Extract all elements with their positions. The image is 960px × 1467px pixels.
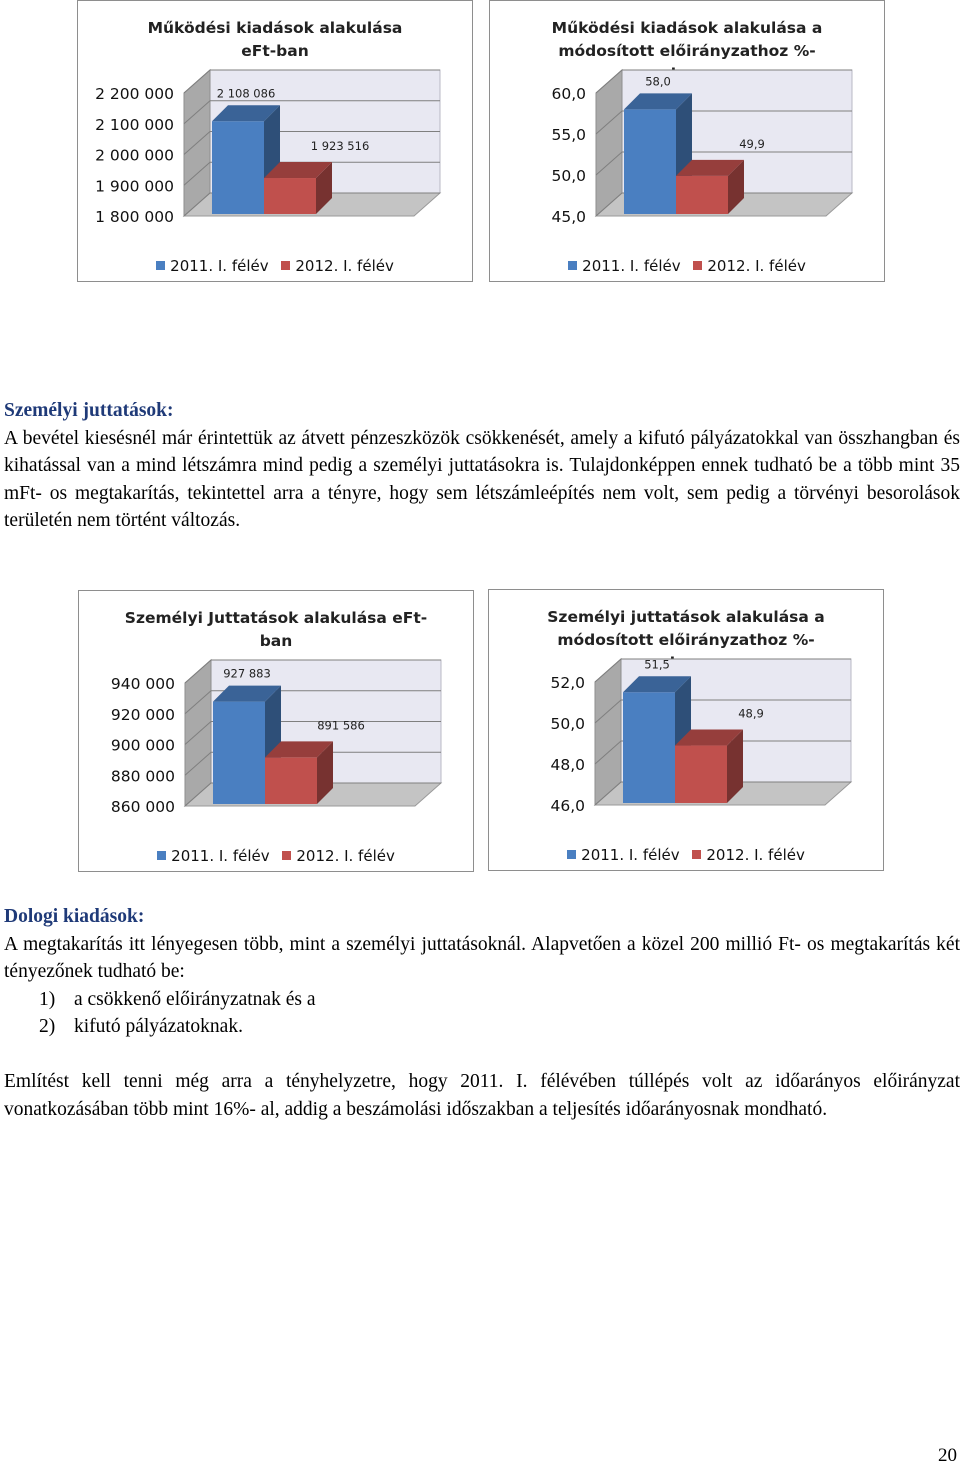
- chart-legend: [79, 847, 473, 865]
- side-wall: [595, 659, 621, 805]
- legend-item: [568, 257, 680, 275]
- y-tick-label: 2 000 000: [95, 146, 174, 165]
- chart-personal-benefits-pct: [488, 589, 884, 871]
- y-tick-label: 55,0: [551, 126, 586, 144]
- legend-item: [567, 846, 679, 864]
- section-personal-benefits: [4, 397, 960, 535]
- chart-plot: [79, 591, 475, 873]
- data-label: 1 923 516: [310, 139, 370, 154]
- data-label: 891 586: [317, 718, 365, 733]
- legend-label: 2011. I. félév: [170, 257, 269, 275]
- data-label: 2 108 086: [216, 86, 276, 101]
- legend-label: 2011. I. félév: [171, 847, 270, 865]
- list-number: 1): [39, 988, 56, 1010]
- legend-item: [692, 846, 804, 864]
- data-label: 51,5: [644, 657, 670, 672]
- section-paragraph-2: Említést kell tenni még arra a tényhelyzetre, hogy 2011. I. félévében túllépés volt az időarányos előirányzat vonatkozásában több mint 16%- al, addig a beszámolási időszakban a teljesítés időarányosnak mondható.: [4, 1071, 960, 1120]
- list-text: a csökkenő előirányzatnak és a: [74, 988, 316, 1010]
- data-label: 58,0: [645, 74, 671, 89]
- chart-plot: [489, 590, 885, 872]
- data-label: 49,9: [739, 136, 765, 151]
- y-tick-label: 1 800 000: [95, 208, 174, 226]
- y-tick-label: 48,0: [550, 756, 585, 774]
- chart-personal-benefits-eft: [78, 590, 474, 872]
- bar-front: [212, 121, 264, 214]
- legend-label: 2012. I. félév: [296, 847, 395, 865]
- bar-front: [675, 746, 727, 803]
- chart-legend: [490, 257, 884, 275]
- y-tick-label: 920 000: [110, 705, 175, 724]
- chart-title: Működési kiadások alakulása a módosított előirányzathoz %-: [551, 19, 823, 60]
- y-tick-label: 46,0: [550, 797, 585, 815]
- chart-title: Működési kiadások alakulása eFt-ban: [147, 19, 403, 60]
- bar-front: [264, 178, 316, 214]
- y-tick-label: 1 900 000: [95, 177, 174, 196]
- list-item: [4, 986, 960, 1014]
- plot-area: [550, 657, 851, 815]
- legend-item: [282, 847, 394, 865]
- chart-title: Személyi juttatások alakulása a módosított előirányzathoz %-: [547, 608, 825, 649]
- bar-front: [676, 176, 728, 214]
- page-number: 20: [938, 1445, 957, 1466]
- y-tick-label: 880 000: [110, 767, 175, 786]
- section-material-expenses: [4, 903, 960, 1123]
- chart-legend: [489, 846, 883, 864]
- y-tick-label: 45,0: [551, 208, 586, 226]
- y-tick-label: 52,0: [550, 674, 585, 692]
- section-paragraph: A bevétel kiesésnél már érintettük az átvett pénzeszközök csökkenését, amely a kifutó pályázatokkal van összhangban és kihatással van a mind létszámra mind pedig a személyi juttatásokra is. Tulajdonképpen ennek tudható be a több mint 35 mFt- os megtakarítás, tekintettel arra a tényre, hogy sem létszámleépítés nem volt, sem pedig a törvényi besorolások területén nem történt változás.: [4, 427, 960, 531]
- chart-plot: [490, 1, 886, 283]
- y-tick-label: 900 000: [110, 736, 175, 755]
- data-label: 48,9: [738, 706, 764, 721]
- side-wall: [596, 70, 622, 216]
- legend-item: [281, 257, 393, 275]
- list-text: kifutó pályázatoknak.: [74, 1016, 243, 1037]
- bar-front: [213, 702, 265, 804]
- y-tick-label: 2 200 000: [95, 85, 174, 103]
- chart-operating-expenses-eft: [77, 0, 473, 282]
- section-heading: Dologi kiadások:: [4, 906, 145, 927]
- y-tick-label: 860 000: [110, 798, 175, 816]
- legend-item: [156, 257, 268, 275]
- list-item: [4, 1013, 960, 1041]
- list-number: 2): [39, 1016, 56, 1037]
- bar-front: [624, 109, 676, 214]
- legend-label: 2011. I. félév: [582, 257, 681, 275]
- legend-label: 2012. I. félév: [706, 846, 805, 864]
- y-tick-label: 2 100 000: [95, 115, 174, 134]
- section-paragraph: A megtakarítás itt lényegesen több, mint a személyi juttatásoknál. Alapvetően a közel 200 millió Ft- os megtakarítás két tényezőnek tudható be:: [4, 933, 960, 982]
- chart-operating-expenses-pct: [489, 0, 885, 282]
- legend-label: 2012. I. félév: [707, 257, 806, 275]
- y-tick-label: 940 000: [110, 675, 175, 693]
- chart-plot: [78, 1, 474, 283]
- plot-area: [111, 660, 441, 816]
- section-heading: Személyi juttatások:: [4, 400, 174, 421]
- chart-legend: [78, 257, 472, 275]
- factor-list: [4, 986, 960, 1041]
- legend-item: [693, 257, 805, 275]
- y-tick-label: 50,0: [551, 167, 586, 185]
- legend-label: 2011. I. félév: [581, 846, 680, 864]
- data-label: 927 883: [223, 666, 271, 681]
- y-tick-label: 50,0: [550, 715, 585, 733]
- legend-label: 2012. I. félév: [295, 257, 394, 275]
- chart-title: Személyi Juttatások alakulása eFt-ban: [124, 609, 428, 650]
- legend-item: [157, 847, 269, 865]
- y-tick-label: 60,0: [551, 85, 586, 103]
- bar-front: [265, 757, 317, 804]
- plot-area: [551, 70, 852, 226]
- plot-area: [95, 70, 440, 226]
- bar-front: [623, 692, 675, 803]
